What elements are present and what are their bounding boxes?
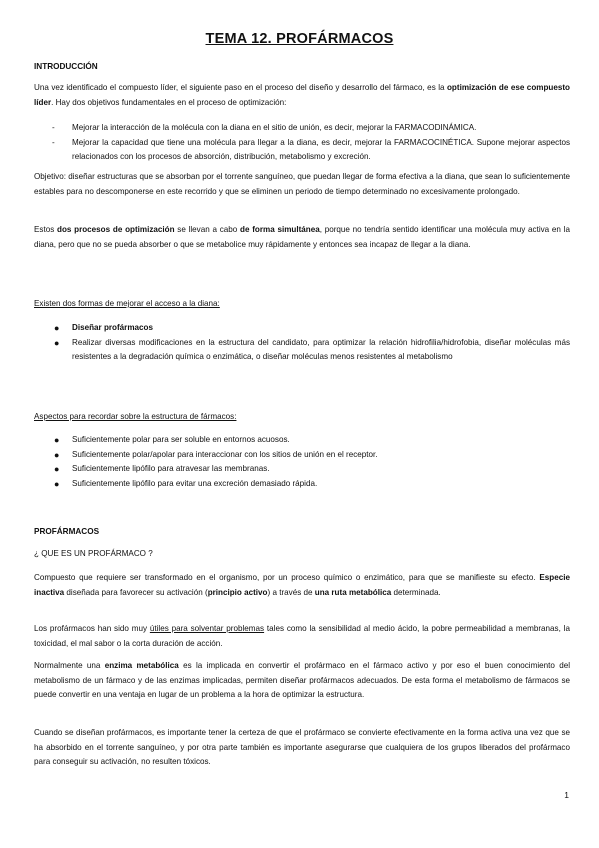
list-item-text: Suficientemente lipófilo para evitar una excreción demasiado rápida. — [72, 478, 318, 488]
text-run: es la implicada en convertir el profármaco en el fármaco activo y por eso el buen conocimiento del metabolismo de un fármaco y de las enzimas implicadas, permiten diseñar profármacos adecuados. De esta forma el metabolismo de fármacos se puede convertir en una ventaja en lugar de un problema a la hora de optimizar la estructura. — [34, 661, 570, 700]
bold-text: principio activo — [207, 587, 268, 597]
text-run: se llevan a cabo — [174, 225, 241, 234]
text-run: Una vez identificado el compuesto líder, el siguiente paso en el proceso del diseño y desarrollo del fármaco, es la — [34, 83, 447, 92]
list-item — [34, 448, 570, 463]
text-run: diseñada para favorecer su activación ( — [64, 587, 208, 597]
bold-text: Especie inactiva — [34, 573, 570, 597]
bold-text: de forma simultánea — [240, 225, 320, 234]
prodrugs-heading: PROFÁRMACOS — [34, 527, 100, 536]
bullet-icon: ● — [54, 323, 60, 333]
list-item — [34, 462, 570, 477]
bullet-icon: ● — [54, 435, 60, 445]
list-item-text: Diseñar profármacos — [72, 323, 153, 332]
prodrug-question: ¿ QUE ES UN PROFÁRMACO ? — [34, 549, 153, 558]
dash-marker: - — [52, 137, 55, 147]
list-item — [34, 433, 570, 448]
list-item — [34, 121, 570, 136]
list-item — [34, 136, 570, 165]
list-item-text: Suficientemente lipófilo para atravesar las membranas. — [72, 464, 270, 474]
bold-text: una ruta metabólica — [314, 587, 392, 597]
bullet-icon: ● — [54, 337, 60, 348]
text-run: Los profármacos han sido muy — [34, 624, 150, 633]
text-run: ) a través de — [267, 587, 315, 597]
list-item — [34, 477, 570, 492]
aspects-list — [34, 433, 570, 491]
bold-text: enzima metabólica — [104, 661, 179, 670]
prodrugs-paragraph-2 — [34, 622, 570, 651]
intro-paragraph-3 — [34, 223, 570, 252]
forms-list — [34, 321, 570, 365]
bullet-icon: ● — [54, 449, 60, 460]
bold-text: dos procesos de optimización — [57, 225, 175, 234]
bullet-icon: ● — [54, 478, 60, 489]
list-item-text: Realizar diversas modificaciones en la estructura del candidato, para optimizar la relación hidrofilia/hidrofobia, diseñar moléculas más resistentes a la degradación química o enzimática, o diseñar moléculas menos resistentes al metabolismo — [72, 337, 570, 362]
forms-heading: Existen dos formas de mejorar el acceso a la diana: — [34, 299, 220, 308]
objective-paragraph: Objetivo: diseñar estructuras que se absorban por el torrente sanguíneo, que puedan llegar de forma efectiva a la diana, que sean lo suficientemente estables para no descomponerse en este recorrido y que se eliminen un periodo de tiempo determinado no excesivamente prolongado. — [34, 172, 570, 196]
page-number: 1 — [564, 790, 569, 800]
list-item — [34, 321, 570, 336]
prodrugs-paragraph-1 — [34, 571, 570, 600]
underlined-text: útiles para solventar problemas — [149, 624, 265, 633]
text-run: , porque no tendría sentido identificar una molécula muy activa en la diana, pero que no se pueda absorber o que se metabolice muy rápidamente y entonces sea incapaz de llegar a la diana. — [34, 225, 570, 249]
prodrugs-paragraph-4: Cuando se diseñan profármacos, es importante tener la certeza de que el profármaco se convierte efectivamente en la forma activa una vez que se ha absorbido en el torrente sanguíneo, y por otra parte también es importante asegurarse que cualquiera de los grupos liberados del profármaco para conseguir su activación, no resulten tóxicos. — [34, 728, 570, 767]
aspects-heading: Aspectos para recordar sobre la estructura de fármacos: — [34, 412, 237, 421]
list-item — [34, 336, 570, 365]
prodrugs-paragraph-3 — [34, 659, 570, 703]
text-run: Estos — [34, 225, 57, 234]
dash-marker: - — [52, 123, 55, 132]
text-run: . Hay dos objetivos fundamentales en el proceso de optimización: — [51, 97, 287, 107]
bold-text: optimización de ese compuesto líder — [34, 83, 570, 107]
page-title: TEMA 12. PROFÁRMACOS — [205, 31, 394, 47]
intro-paragraph-1 — [34, 81, 570, 110]
bullet-icon: ● — [54, 464, 60, 475]
list-item-text: Mejorar la interacción de la molécula con la diana en el sitio de unión, es decir, mejorar la FARMACODINÁMICA. — [72, 123, 477, 132]
list-item-text: Suficientemente polar para ser soluble en entornos acuosos. — [72, 435, 290, 444]
text-run: tales como la sensibilidad al medio ácido, la pobre permeabilidad a membranas, la toxicidad, el mal sabor o la corta duración de acción. — [34, 624, 570, 648]
list-item-text: Mejorar la capacidad que tiene una molécula para llegar a la diana, es decir, mejorar la FARMACOCINÉTICA. Supone mejorar aspectos relacionados con los procesos de absorción, distribución, metabolismo y excreción. — [72, 137, 570, 162]
text-run: Compuesto que requiere ser transformado en el organismo, por un proceso químico o enzimático, para que se manifieste su efecto. — [34, 573, 540, 582]
intro-heading: INTRODUCCIÓN — [34, 62, 98, 71]
objectives-list — [34, 121, 570, 165]
text-run: determinada. — [391, 587, 441, 597]
list-item-text: Suficientemente polar/apolar para interaccionar con los sitios de unión en el receptor. — [72, 449, 378, 459]
text-run: Normalmente una — [34, 661, 105, 670]
